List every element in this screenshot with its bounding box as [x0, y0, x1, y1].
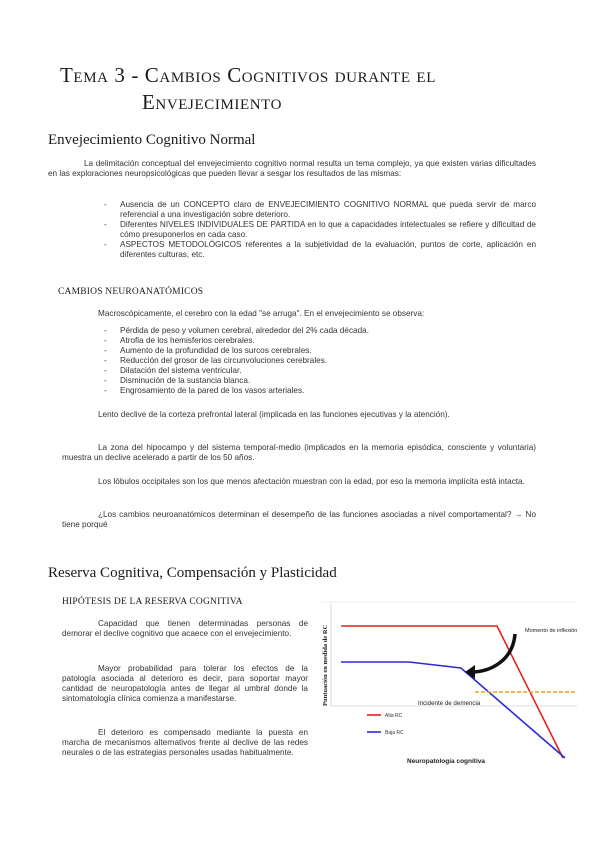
difficulties-list [104, 200, 536, 260]
list-item: - Disminución de la sustancia blanca. [104, 376, 536, 386]
inflection-label: Momento de inflexión [525, 628, 578, 634]
legend-high-label: Alta RC [385, 713, 403, 719]
list-item: - Dilatación del sistema ventricular. [104, 366, 536, 376]
list-item: - Reducción del grosor de las circunvoluciones cerebrales. [104, 356, 536, 366]
list-item: - Diferentes NIVELES INDIVIDUALES DE PARTIDA en lo que a capacidades intelectuales se refiere y dificultad de cómo presuponerlos en cada caso. [104, 220, 536, 240]
intro-paragraph: La delimitación conceptual del envejecimiento cognitivo normal resulta un tema complejo, ya que existen varias dificultades en las exploraciones neuropsicológicas que pueden llevar a sesgar los resultados de las mismas: [48, 159, 536, 178]
reserve-compensation: El deterioro es compensado mediante la puesta en marcha de mecanismos alternativos frente al declive de las redes neurales o de las estrategias personales usadas habitualmente. [62, 728, 308, 757]
occipital-paragraph: Los lóbulos occipitales son los que menos afectación muestran con la edad, por eso la memoria implícita está intacta. [98, 477, 525, 486]
x-axis-label: Neuropatología cognitiva [407, 758, 486, 765]
title-line-2: Envejecimiento [142, 90, 283, 114]
title-line-1: Tema 3 - Cambios Cognitivos durante el [60, 63, 436, 87]
inflection-arrowhead-icon [465, 665, 475, 679]
list-item: - Aumento de la profundidad de los surcos cerebrales. [104, 346, 536, 356]
list-item: - Pérdida de peso y volumen cerebral, alrededor del 2% cada década. [104, 326, 536, 336]
list-item: - Ausencia de un CONCEPTO claro de ENVEJECIMIENTO COGNITIVO NORMAL que pueda servir de marco referencial a una investigación sobre deterioro. [104, 200, 536, 220]
legend-low-label: Baja RC [385, 730, 404, 736]
prefrontal-paragraph: Lento declive de la corteza prefrontal lateral (implicada en las funciones ejecutivas y la atención). [98, 410, 450, 419]
section-heading-normal-aging: Envejecimiento Cognitivo Normal [48, 132, 256, 148]
inflection-arrow-icon [471, 634, 515, 672]
reserve-tolerance: Mayor probabilidad para tolerar los efectos de la patología asociada al deterioro es decir, para soportar mayor cantidad de neuropatología antes de llegar al umbral donde la sintomatología clínica comienza a manifestarse. [62, 664, 308, 703]
subheading-neuroanatomical: CAMBIOS NEUROANATÓMICOS [58, 287, 204, 297]
y-axis-label: Puntuación en medida de RC [322, 624, 329, 706]
reserve-figure [315, 598, 585, 778]
neuro-changes-list [104, 326, 536, 396]
question-paragraph: ¿Los cambios neuroanatómicos determinan el desempeño de las funciones asociadas a nivel comportamental? → No tiene porqué [62, 510, 536, 529]
list-item: - Engrosamiento de la pared de los vasos arteriales. [104, 386, 536, 396]
section-heading-cognitive-reserve: Reserva Cognitiva, Compensación y Plasticidad [48, 565, 337, 581]
low-reserve-line [341, 662, 565, 758]
subheading-reserve-hypothesis: HIPÓTESIS DE LA RESERVA COGNITIVA [62, 597, 243, 607]
list-item: - Atrofia de los hemisferios cerebrales. [104, 336, 536, 346]
list-item: - ASPECTOS METODOLÓGICOS referentes a la subjetividad de la evaluación, puntos de corte, aplicación en diferentes culturas, etc. [104, 240, 536, 260]
page-title [60, 62, 550, 116]
threshold-label: Incidente de demencia [418, 700, 481, 707]
hippocampus-paragraph: La zona del hipocampo y del sistema temporal-medio (implicados en la memoria episódica, consciente y voluntaria) muestra un declive acelerado a partir de los 50 años. [62, 443, 536, 462]
reserve-definition: Capacidad que tienen determinadas personas de demorar el declive cognitivo que acaece con el envejecimiento. [62, 619, 308, 638]
neuro-intro: Macroscópicamente, el cerebro con la edad "se arruga". En el envejecimiento se observa: [98, 309, 425, 318]
